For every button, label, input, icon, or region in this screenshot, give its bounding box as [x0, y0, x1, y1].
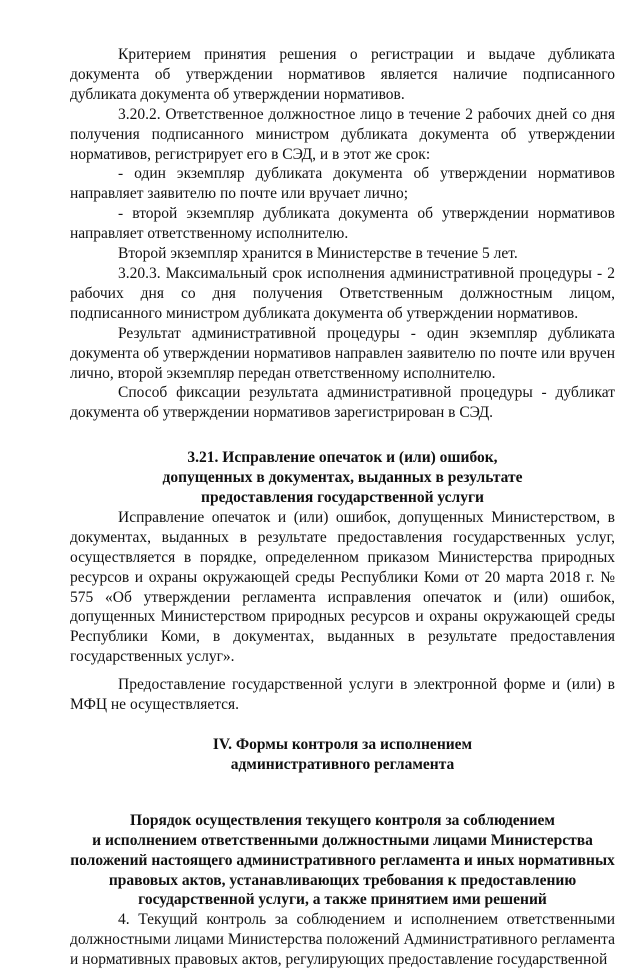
- criterion-paragraph: Критерием принятия решения о регистрации и выдаче дубликата документа об утверждении нормативов является наличие подписанного дубликата документа об утверждении нормативов.: [70, 46, 615, 103]
- result-paragraph: Результат административной процедуры - один экземпляр дубликата документа об утверждении нормативов направлен заявителю по почте или вручен лично, второй экземпляр передан ответственному исполнителю.: [70, 324, 615, 382]
- heading-line: Порядок осуществления текущего контроля за соблюдением: [130, 811, 555, 829]
- electronic-form-paragraph: Предоставление государственной услуги в электронной форме и (или) в МФЦ не осуществляется.: [70, 676, 615, 714]
- heading-line: правовых актов, устанавливающих требования к предоставлению: [108, 871, 577, 889]
- heading-line: 3.21. Исправление опечаток и (или) ошибок,: [187, 449, 498, 467]
- section-iv-heading: [70, 735, 615, 775]
- paragraph-3-20-2: 3.20.2. Ответственное должностное лицо в течение 2 рабочих дней со дня получения подписанного министром дубликата документа об утверждении нормативов, регистрирует его в СЭД, и в этот же срок:: [70, 105, 615, 163]
- paragraph-3-20-3: 3.20.3. Максимальный срок исполнения административной процедуры - 2 рабочих дня со дня получения Ответственным должностным лицом, подписанного министром дубликата документа об утверждении нормативов.: [70, 264, 615, 322]
- heading-line: и исполнением ответственными должностными лицами Министерства: [92, 831, 593, 849]
- control-order-heading: [70, 811, 615, 911]
- bullet-first-copy: - один экземпляр дубликата документа об утверждении нормативов направляет заявителю по почте или вручает лично;: [70, 165, 615, 203]
- storage-paragraph: Второй экземпляр хранится в Министерстве в течение 5 лет.: [118, 245, 518, 263]
- corrections-paragraph: Исправление опечаток и (или) ошибок, допущенных Министерством, в документах, выданных в результате предоставления государственных услуг, осуществляется в порядке, определенном приказом Министерства природных ресурсов и охраны окружающей среды Республики Коми от 20 марта 2018 г. № 575 «Об утверждении регламента исправления опечаток и (или) ошибок, допущенных Министерством природных ресурсов и охраны окружающей среды Республики Коми, в документах, выданных в результате предоставления государственных услуг».: [70, 508, 615, 666]
- heading-line: предоставления государственной услуги: [201, 489, 484, 507]
- section-3-21-heading: [70, 448, 615, 508]
- heading-line: положений настоящего административного регламента и иных нормативных: [70, 851, 615, 869]
- heading-line: допущенных в документах, выданных в результате: [162, 469, 523, 487]
- heading-line: государственной услуги, а также принятием ими решений: [138, 891, 547, 909]
- current-control-paragraph: 4. Текущий контроль за соблюдением и исполнением ответственными должностными лицами Министерства положений Административного регламента и нормативных правовых актов, регулирующих предоставление государственной: [70, 911, 615, 969]
- document-body: [70, 45, 615, 970]
- heading-line: IV. Формы контроля за исполнением: [212, 736, 473, 753]
- fixation-paragraph: Способ фиксации результата административной процедуры - дубликат документа об утверждении нормативов зарегистрирован в СЭД.: [70, 384, 615, 422]
- bullet-second-copy: - второй экземпляр дубликата документа об утверждении нормативов направляет ответственному исполнителю.: [70, 205, 615, 243]
- heading-line: административного регламента: [230, 755, 455, 773]
